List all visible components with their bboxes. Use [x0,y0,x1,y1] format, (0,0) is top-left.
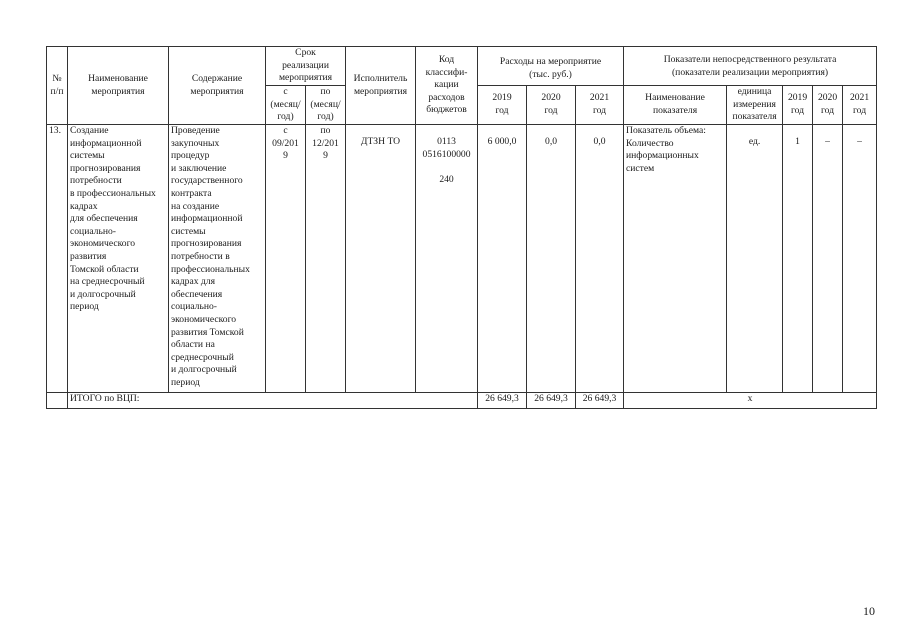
header-term-to: по (месяц/ год) [306,86,346,125]
table-row [47,125,877,393]
total-exp-2021: 26 649,3 [576,393,624,409]
header-executor: Исполнитель мероприятия [346,47,416,125]
header-num: № п/п [47,47,68,125]
header-term-from: с (месяц/ год) [266,86,306,125]
row-exp-2021: 0,0 [576,125,624,393]
header-content: Содержание мероприятия [169,47,266,125]
total-num-cell [47,393,68,409]
measures-table [46,46,877,409]
header-exp-2019: 2019 год [478,86,527,125]
row-exp-2019: 6 000,0 [478,125,527,393]
row-ind-name: Показатель объема: Количество информационных систем [624,125,727,393]
row-ind-2019: 1 [783,125,813,393]
header-indicators: Показатели непосредственного результата (показатели реализации мероприятия) [624,47,877,86]
total-label: ИТОГО по ВЦП: [68,393,478,409]
header-expenses: Расходы на мероприятие (тыс. руб.) [478,47,624,86]
row-content: Проведение закупочных процедур и заключение государственного контракта на создание информационной системы прогнозирования потребности в профессиональных кадрах для обеспечения социально- экономического развития Томской области на среднесрочный и долгосрочный период [169,125,266,393]
total-exp-2020: 26 649,3 [527,393,576,409]
header-term: Срок реализации мероприятия [266,47,346,86]
row-term-to: по 12/201 9 [306,125,346,393]
row-num: 13. [47,125,68,393]
header-ind-2020: 2020 год [813,86,843,125]
row-executor: ДТЗН ТО [346,125,416,393]
header-code: Код классифи- кации расходов бюджетов [416,47,478,125]
row-exp-2020: 0,0 [527,125,576,393]
row-term-from: с 09/201 9 [266,125,306,393]
row-code: 0113 0516100000 240 [416,125,478,393]
header-exp-2021: 2021 год [576,86,624,125]
header-ind-2021: 2021 год [843,86,877,125]
header-ind-name: Наименование показателя [624,86,727,125]
page-number: 10 [863,604,875,618]
total-mark: x [624,393,877,409]
header-ind-2019: 2019 год [783,86,813,125]
header-exp-2020: 2020 год [527,86,576,125]
header-ind-unit: единица измерения показателя [727,86,783,125]
header-name: Наименование мероприятия [68,47,169,125]
row-ind-unit: ед. [727,125,783,393]
row-ind-2021: – [843,125,877,393]
header-row-1 [47,47,877,85]
total-exp-2019: 26 649,3 [478,393,527,409]
total-row [47,393,877,409]
row-ind-2020: – [813,125,843,393]
row-name: Создание информационной системы прогнозирования потребности в профессиональных кадрах для обеспечения социально- экономического развития Томской области на среднесрочный и долгосрочный период [68,125,169,393]
